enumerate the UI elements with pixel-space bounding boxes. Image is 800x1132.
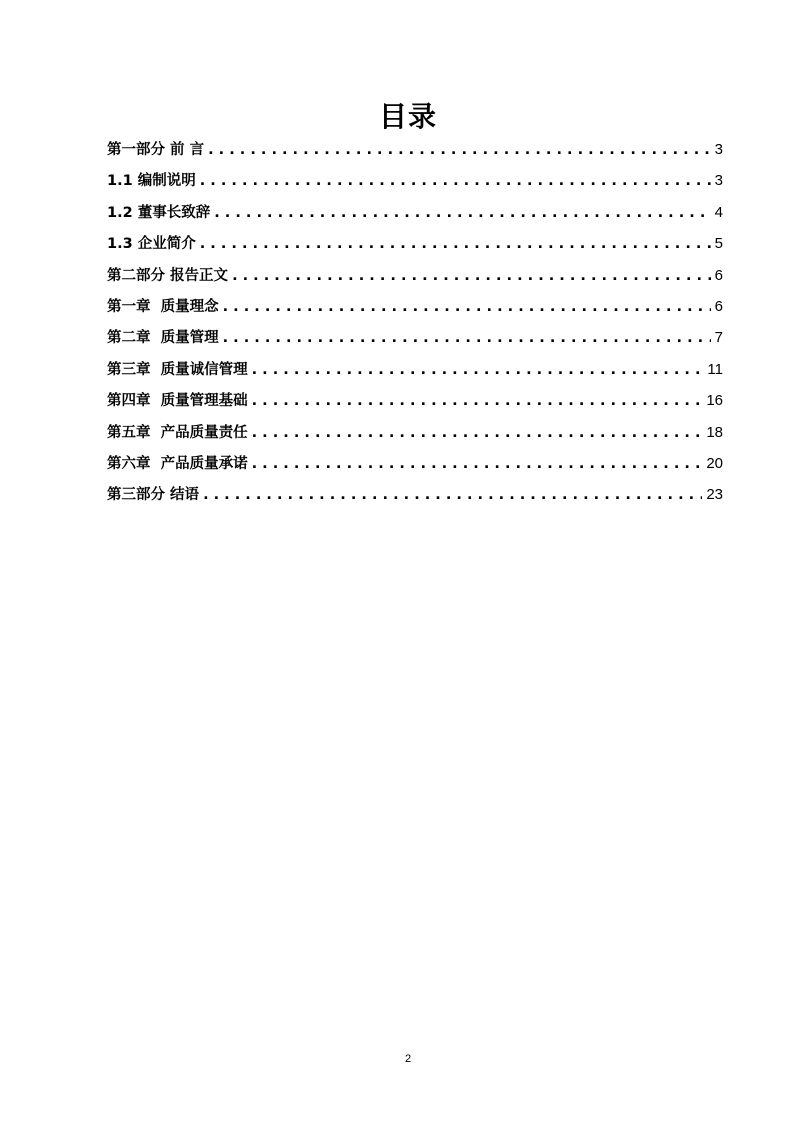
toc-dot-leader xyxy=(232,265,711,287)
toc-entry-label: 第二章 质量管理 xyxy=(107,330,219,347)
toc-entry-page: 6 xyxy=(714,266,723,284)
toc-entry[interactable] xyxy=(107,324,723,355)
toc-entry-page: 4 xyxy=(714,203,723,221)
toc-entry-label: 第一章 质量理念 xyxy=(107,298,219,315)
toc-entry-page: 7 xyxy=(714,329,723,347)
toc-entry-page: 3 xyxy=(714,172,723,190)
toc-list xyxy=(107,136,723,513)
toc-entry[interactable] xyxy=(107,230,723,261)
toc-entry-label: 第三部分 结语 xyxy=(107,487,200,504)
toc-entry[interactable] xyxy=(107,356,723,387)
toc-entry-page: 11 xyxy=(707,360,723,378)
toc-dot-leader xyxy=(200,233,711,255)
toc-dot-leader xyxy=(214,202,710,224)
toc-dot-leader xyxy=(223,296,711,318)
toc-dot-leader xyxy=(252,390,703,412)
toc-dot-leader xyxy=(252,453,703,475)
toc-entry-label: 1.1 编制说明 xyxy=(107,173,196,190)
toc-entry[interactable] xyxy=(107,481,723,512)
toc-dot-leader xyxy=(200,170,711,192)
page-number: 2 xyxy=(404,1053,412,1065)
toc-entry[interactable] xyxy=(107,419,723,450)
toc-entry-page: 23 xyxy=(706,486,723,504)
toc-entry[interactable] xyxy=(107,450,723,481)
toc-dot-leader xyxy=(223,327,711,349)
toc-entry-page: 5 xyxy=(714,235,723,253)
toc-title: 目录 xyxy=(378,100,437,133)
toc-dot-leader xyxy=(203,484,702,506)
toc-entry[interactable] xyxy=(107,199,723,230)
toc-entry-page: 20 xyxy=(706,454,723,472)
toc-entry-label: 第六章 产品质量承诺 xyxy=(107,455,248,472)
toc-dot-leader xyxy=(208,139,711,161)
toc-entry-page: 16 xyxy=(706,392,723,410)
toc-entry-label: 第三章 质量诚信管理 xyxy=(107,361,248,378)
toc-entry[interactable] xyxy=(107,167,723,198)
toc-entry-label: 1.2 董事长致辞 xyxy=(107,204,211,221)
toc-entry-label: 第四章 质量管理基础 xyxy=(107,393,248,410)
toc-entry[interactable] xyxy=(107,293,723,324)
toc-entry-page: 18 xyxy=(706,423,723,441)
toc-entry[interactable] xyxy=(107,262,723,293)
toc-entry-page: 6 xyxy=(714,297,723,315)
toc-entry[interactable] xyxy=(107,387,723,418)
toc-entry-label: 第一部分 前 言 xyxy=(107,142,205,158)
toc-entry-page: 3 xyxy=(714,141,723,158)
toc-dot-leader xyxy=(252,422,703,444)
toc-entry-label: 第五章 产品质量责任 xyxy=(107,424,248,441)
toc-entry-label: 1.3 企业简介 xyxy=(107,236,196,253)
toc-entry-label: 第二部分 报告正文 xyxy=(107,267,229,284)
toc-dot-leader xyxy=(252,359,704,381)
toc-entry[interactable] xyxy=(107,136,723,167)
